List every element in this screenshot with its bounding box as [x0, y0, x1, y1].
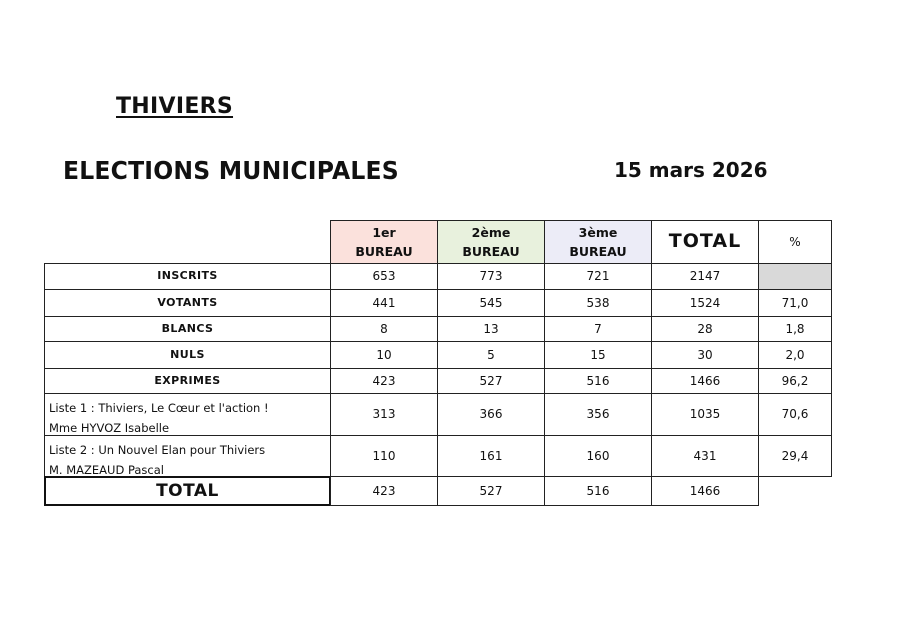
- header-bureau-3-line1: 3ème: [578, 224, 618, 240]
- row-blancs-b1: 8: [330, 316, 438, 342]
- row-liste1-b2: 366: [437, 393, 545, 436]
- row-liste1-b1: 313: [330, 393, 438, 436]
- row-blancs-total: 28: [651, 316, 759, 342]
- row-liste2-b1: 110: [330, 435, 438, 477]
- header-bureau-1: [330, 220, 438, 264]
- row-liste1-label: [44, 393, 331, 436]
- row-liste2-list-name: Liste 2 : Un Nouvel Elan pour Thiviers: [49, 443, 266, 457]
- row-inscrits-label: INSCRITS: [44, 263, 331, 290]
- row-exprimes-percent: 96,2: [758, 368, 832, 394]
- row-nuls-b3: 15: [544, 341, 652, 369]
- row-votants-total: 1524: [651, 289, 759, 317]
- row-nuls-total: 30: [651, 341, 759, 369]
- row-liste2-label: [44, 435, 331, 477]
- row-liste1-b3: 356: [544, 393, 652, 436]
- row-blancs-percent: 1,8: [758, 316, 832, 342]
- header-bureau-1-line2: BUREAU: [355, 244, 413, 259]
- row-liste2-candidate: M. MAZEAUD Pascal: [49, 463, 164, 478]
- row-total-label: TOTAL: [44, 476, 331, 506]
- row-exprimes-total: 1466: [651, 368, 759, 394]
- row-liste2-percent: 29,4: [758, 435, 832, 477]
- header-total: TOTAL: [651, 220, 759, 264]
- row-inscrits-b3: 721: [544, 263, 652, 290]
- row-nuls-percent: 2,0: [758, 341, 832, 369]
- header-bureau-2: [437, 220, 545, 264]
- header-bureau-2-line2: BUREAU: [462, 244, 520, 259]
- row-exprimes-b2: 527: [437, 368, 545, 394]
- row-inscrits-percent: [758, 263, 832, 290]
- row-blancs-label: BLANCS: [44, 316, 331, 342]
- row-liste1-candidate: Mme HYVOZ Isabelle: [49, 421, 170, 436]
- row-blancs-b2: 13: [437, 316, 545, 342]
- row-exprimes-label: EXPRIMES: [44, 368, 331, 394]
- header-bureau-3: [544, 220, 652, 264]
- row-nuls-b1: 10: [330, 341, 438, 369]
- row-total-b2: 527: [437, 476, 545, 506]
- header-percent: %: [758, 220, 832, 264]
- row-exprimes-b3: 516: [544, 368, 652, 394]
- row-liste2-total: 431: [651, 435, 759, 477]
- header-bureau-3-line2: BUREAU: [569, 244, 627, 259]
- election-date: 15 mars 2026: [614, 158, 768, 182]
- header-bureau-2-line1: 2ème: [471, 224, 511, 240]
- row-total-b3: 516: [544, 476, 652, 506]
- row-votants-percent: 71,0: [758, 289, 832, 317]
- row-liste1-percent: 70,6: [758, 393, 832, 436]
- header-bureau-1-line1: 1er: [372, 224, 396, 240]
- row-votants-b2: 545: [437, 289, 545, 317]
- row-liste2-b3: 160: [544, 435, 652, 477]
- row-total-total: 1466: [651, 476, 759, 506]
- document-heading: ELECTIONS MUNICIPALES: [63, 156, 399, 185]
- row-inscrits-b2: 773: [437, 263, 545, 290]
- row-inscrits-total: 2147: [651, 263, 759, 290]
- city-title: THIVIERS: [116, 94, 234, 119]
- row-nuls-b2: 5: [437, 341, 545, 369]
- row-blancs-b3: 7: [544, 316, 652, 342]
- row-inscrits-b1: 653: [330, 263, 438, 290]
- row-nuls-label: NULS: [44, 341, 331, 369]
- row-total-b1: 423: [330, 476, 438, 506]
- row-liste1-total: 1035: [651, 393, 759, 436]
- row-liste2-b2: 161: [437, 435, 545, 477]
- row-exprimes-b1: 423: [330, 368, 438, 394]
- row-votants-b3: 538: [544, 289, 652, 317]
- row-liste1-list-name: Liste 1 : Thiviers, Le Cœur et l'action !: [49, 401, 269, 415]
- row-votants-label: VOTANTS: [44, 289, 331, 317]
- row-votants-b1: 441: [330, 289, 438, 317]
